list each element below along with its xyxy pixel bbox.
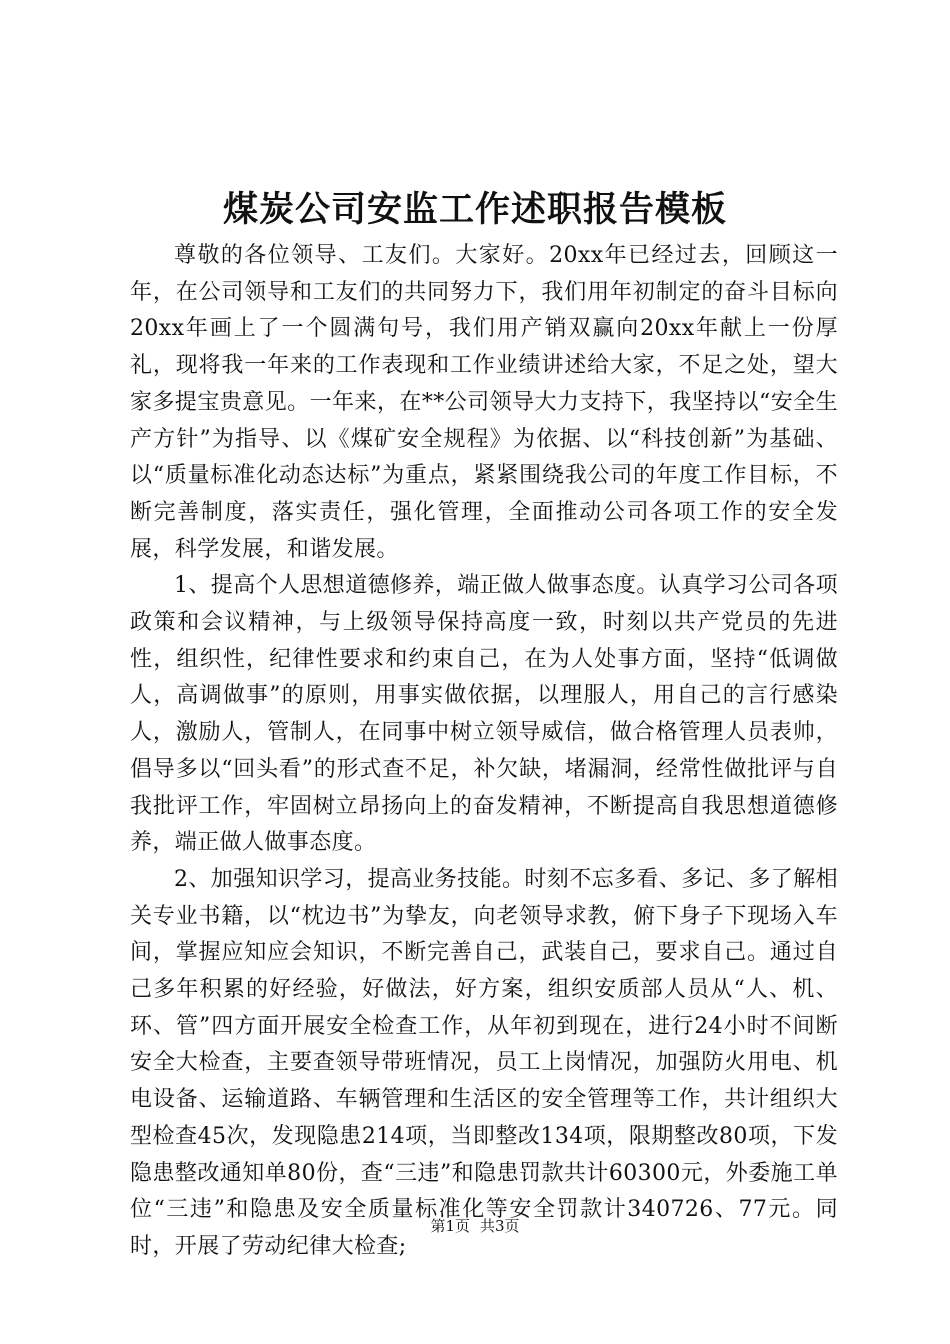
document-title: 煤炭公司安监工作述职报告模板: [222, 189, 727, 230]
page-total: 共3页: [480, 1217, 520, 1235]
paragraph-intro: 尊敬的各位领导、工友们。大家好。20xx年已经过去，回顾这一年，在公司领导和工友们的共同努力下，我们用年初制定的奋斗目标向20xx年画上了一个圆满句号，我们用产销双赢向20xx年献上一份厚礼，现将我一年来的工作表现和工作业绩讲述给大家，不足之处，望大家多提宝贵意见。一年来，在**公司领导大力支持下，我坚持以“安全生产方针”为指导、以《煤矿安全规程》为依据、以“科技创新”为基础、以“质量标准化动态达标”为重点，紧紧围绕我公司的年度工作目标，不断完善制度，落实责任，强化管理，全面推动公司各项工作的安全发展，科学发展，和谐发展。: [130, 243, 838, 562]
page-footer: [0, 1214, 950, 1238]
document-body: [130, 238, 838, 1266]
paragraph-item-1: 1、提高个人思想道德修养，端正做人做事态度。认真学习公司各项政策和会议精神，与上级领导保持高度一致，时刻以共产党员的先进性，组织性，纪律性要求和约束自己，在为人处事方面，坚持“低调做人，高调做事”的原则，用事实做依据，以理服人，用自己的言行感染人，激励人，管制人，在同事中树立领导威信，做合格管理人员表帅，倡导多以“回头看”的形式查不足，补欠缺，堵漏洞，经常性做批评与自我批评工作，牢固树立昂扬向上的奋发精神，不断提高自我思想道德修养，端正做人做事态度。: [130, 573, 838, 856]
page-number: 第1页: [430, 1217, 470, 1235]
paragraph-item-2: 2、加强知识学习，提高业务技能。时刻不忘多看、多记、多了解相关专业书籍，以“枕边书”为挚友，向老领导求教，俯下身子下现场入车间，掌握应知应会知识，不断完善自己，武装自己，要求自己。通过自己多年积累的好经验，好做法，好方案，组织安质部人员从“人、机、环、管”四方面开展安全检查工作，从年初到现在，进行24小时不间断安全大检查，主要查领导带班情况，员工上岗情况，加强防火用电、机电设备、运输道路、车辆管理和生活区的安全管理等工作，共计组织大型检查45次，发现隐患214项，当即整改134项，限期整改80项，下发隐患整改通知单80份，查“三违”和隐患罚款共计60300元，外委施工单位“三违”和隐患及安全质量标准化等安全罚款计340726、77元。同时，开展了劳动纪律大检查;: [130, 866, 838, 1259]
